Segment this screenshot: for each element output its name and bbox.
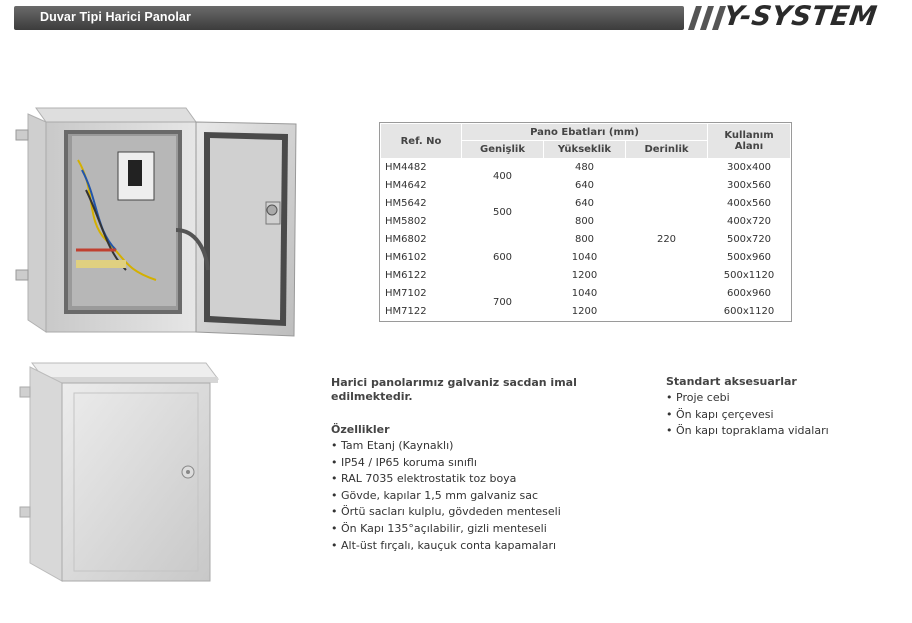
- ref-cell: HM6122: [381, 267, 462, 285]
- accessories-section: [666, 374, 896, 440]
- features-title: Özellikler: [331, 423, 390, 436]
- ref-cell: HM6802: [381, 231, 462, 249]
- header-height: Yükseklik: [544, 141, 626, 159]
- table-row: [381, 285, 791, 303]
- list-item: • Ön Kapı 135°açılabilir, gizli menteseli: [331, 521, 651, 538]
- list-item: • Proje cebi: [666, 390, 896, 407]
- closed-cabinet-image: [16, 357, 222, 585]
- accessories-title: Standart aksesuarlar: [666, 375, 797, 388]
- list-item: • Ön kapı çerçevesi: [666, 407, 896, 424]
- usage-cell: 600x1120: [708, 303, 791, 321]
- open-cabinet-image: [6, 100, 298, 338]
- table-row: [381, 213, 791, 231]
- usage-cell: 300x400: [708, 159, 791, 177]
- list-item: • RAL 7035 elektrostatik toz boya: [331, 471, 651, 488]
- width-cell: 400: [462, 159, 544, 195]
- usage-cell: 600x960: [708, 285, 791, 303]
- header-ref: Ref. No: [381, 124, 462, 159]
- height-cell: 640: [544, 177, 626, 195]
- width-cell: 700: [462, 285, 544, 321]
- ref-cell: HM4642: [381, 177, 462, 195]
- table-row: [381, 177, 791, 195]
- depth-cell: 220: [626, 159, 708, 321]
- usage-cell: 400x560: [708, 195, 791, 213]
- ref-cell: HM5642: [381, 195, 462, 213]
- height-cell: 800: [544, 231, 626, 249]
- header-bar: [14, 6, 684, 30]
- page-title: Duvar Tipi Harici Panolar: [40, 10, 191, 24]
- ref-cell: HM7122: [381, 303, 462, 321]
- usage-cell: 500x1120: [708, 267, 791, 285]
- height-cell: 800: [544, 213, 626, 231]
- table-row: [381, 249, 791, 267]
- height-cell: 1200: [544, 267, 626, 285]
- ref-cell: HM7102: [381, 285, 462, 303]
- usage-cell: 400x720: [708, 213, 791, 231]
- table-row: [381, 195, 791, 213]
- header-depth: Derinlik: [626, 141, 708, 159]
- features-section: [331, 376, 651, 554]
- usage-cell: 300x560: [708, 177, 791, 195]
- ref-cell: HM5802: [381, 213, 462, 231]
- list-item: • Gövde, kapılar 1,5 mm galvaniz sac: [331, 488, 651, 505]
- table-row: [381, 303, 791, 321]
- table-row: [381, 267, 791, 285]
- accessories-list: [666, 390, 896, 440]
- list-item: • IP54 / IP65 koruma sınıflı: [331, 455, 651, 472]
- list-item: • Ön kapı topraklama vidaları: [666, 423, 896, 440]
- height-cell: 1040: [544, 249, 626, 267]
- list-item: • Tam Etanj (Kaynaklı): [331, 438, 651, 455]
- header-width: Genişlik: [462, 141, 544, 159]
- height-cell: 1040: [544, 285, 626, 303]
- usage-cell: 500x960: [708, 249, 791, 267]
- header-usage-line1: Kullanım: [724, 130, 774, 141]
- list-item: • Örtü sacları kulplu, gövdeden menteseli: [331, 504, 651, 521]
- header-dimensions: Pano Ebatları (mm): [462, 124, 708, 141]
- intro-text: Harici panolarımız galvaniz sacdan imal edilmektedir.: [331, 376, 577, 403]
- height-cell: 640: [544, 195, 626, 213]
- height-cell: 1200: [544, 303, 626, 321]
- ref-cell: HM4482: [381, 159, 462, 177]
- header-usage-line2: Alanı: [734, 141, 764, 152]
- table-row: [381, 159, 791, 177]
- specification-table: [380, 123, 791, 321]
- height-cell: 480: [544, 159, 626, 177]
- width-cell: 600: [462, 231, 544, 285]
- width-cell: 500: [462, 195, 544, 231]
- ref-cell: HM6102: [381, 249, 462, 267]
- header-usage: [708, 124, 791, 159]
- features-list: [331, 438, 651, 554]
- brand-logo: Y-SYSTEM: [721, 1, 880, 32]
- table-row: [381, 231, 791, 249]
- usage-cell: 500x720: [708, 231, 791, 249]
- list-item: • Alt-üst fırçalı, kauçuk conta kapamaları: [331, 538, 651, 555]
